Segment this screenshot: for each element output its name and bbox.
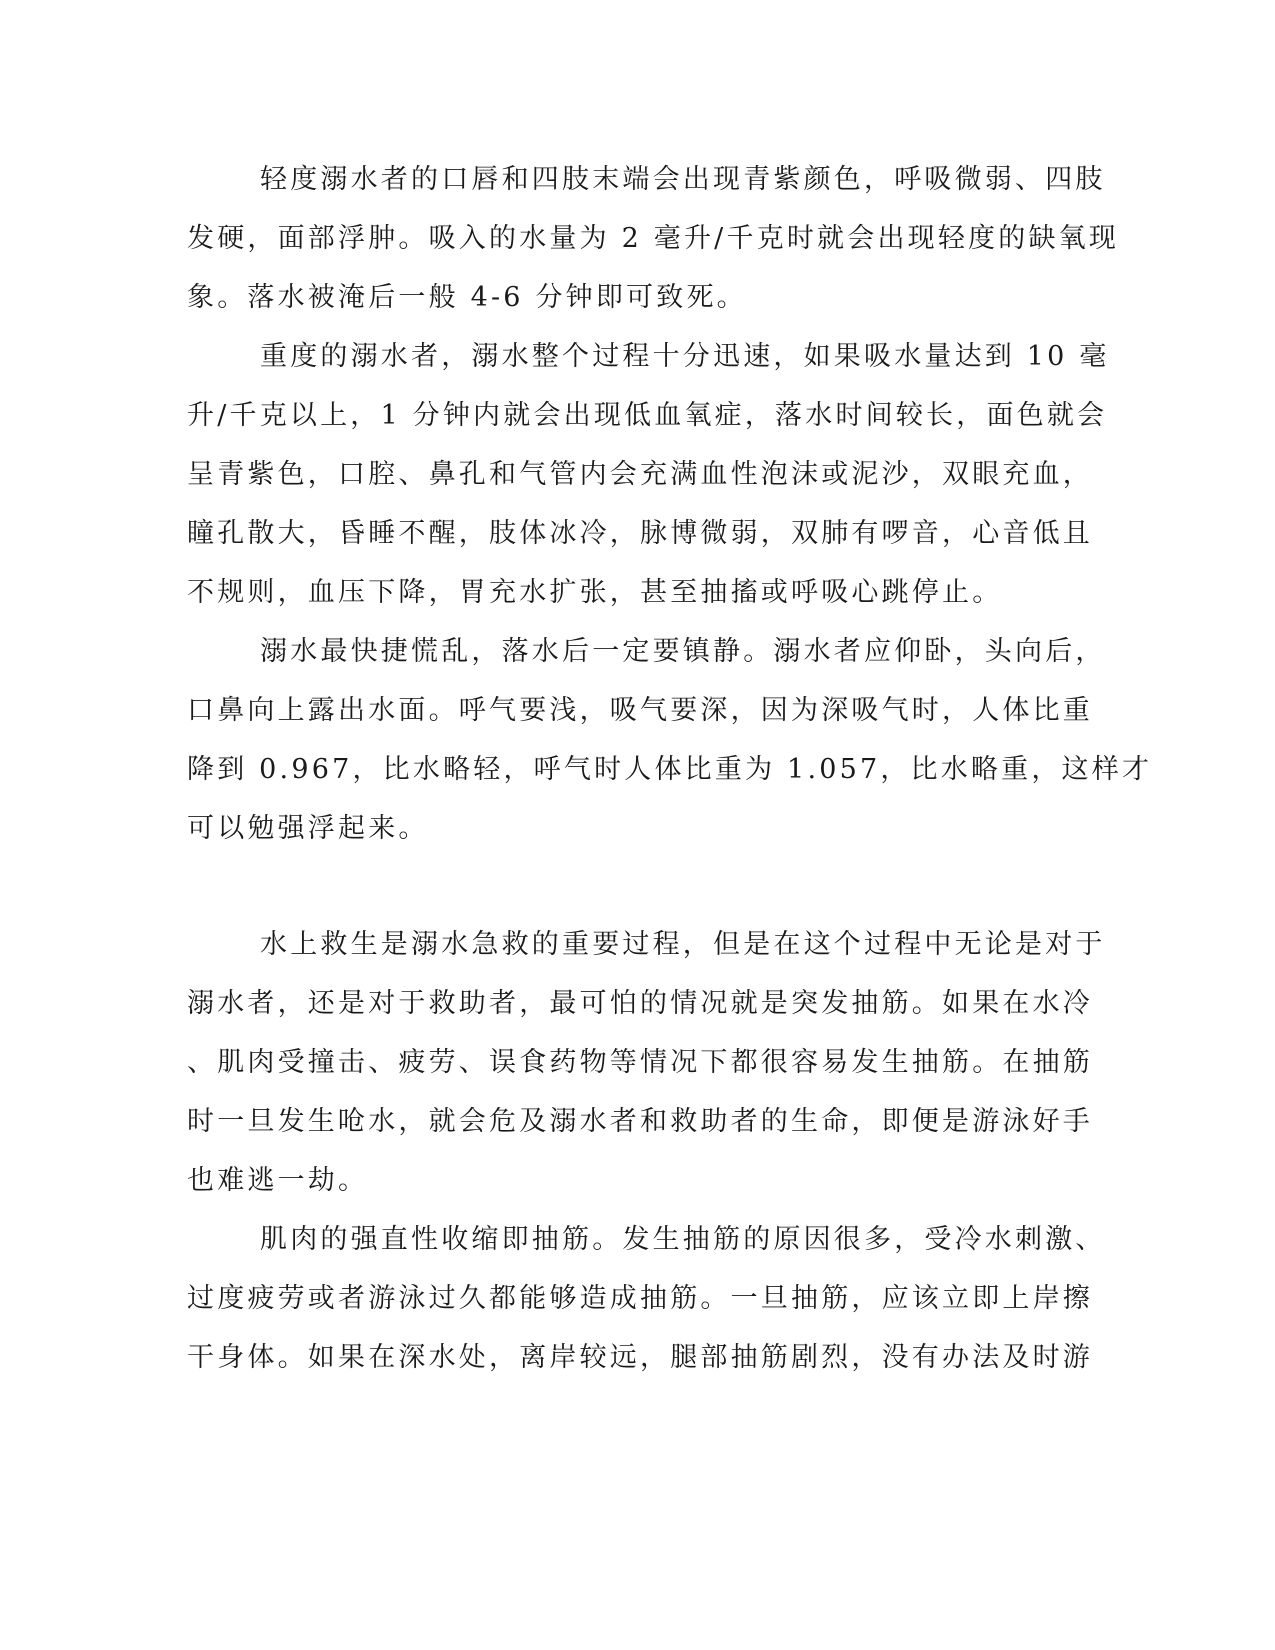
text-line: 溺水最快捷慌乱，落水后一定要镇静。溺水者应仰卧，头向后， [260, 636, 1106, 667]
text-line: 降到 0.967，比水略轻，呼气时人体比重为 1.057，比水略重，这样才 [187, 754, 1153, 785]
text-line: 、肌肉受撞击、疲劳、误食药物等情况下都很容易发生抽筋。在抽筋 [187, 1047, 1093, 1078]
text-line: 口鼻向上露出水面。呼气要浅，吸气要深，因为深吸气时，人体比重 [187, 695, 1093, 726]
text-line: 不规则，血压下降，胃充水扩张，甚至抽搐或呼吸心跳停止。 [187, 577, 1003, 608]
text-line: 象。落水被淹后一般 4-6 分钟即可致死。 [187, 282, 747, 313]
text-line: 瞳孔散大，昏睡不醒，肢体冰冷，脉博微弱，双肺有啰音，心音低且 [187, 518, 1093, 549]
text-line: 干身体。如果在深水处，离岸较远，腿部抽筋剧烈，没有办法及时游 [187, 1342, 1093, 1373]
text-line: 肌肉的强直性收缩即抽筋。发生抽筋的原因很多，受冷水刺激、 [260, 1224, 1106, 1255]
text-line: 轻度溺水者的口唇和四肢末端会出现青紫颜色，呼吸微弱、四肢 [260, 164, 1106, 195]
text-line: 过度疲劳或者游泳过久都能够造成抽筋。一旦抽筋，应该立即上岸擦 [187, 1283, 1093, 1314]
text-line: 重度的溺水者，溺水整个过程十分迅速，如果吸水量达到 10 毫 [260, 341, 1110, 372]
text-line: 升/千克以上，1 分钟内就会出现低血氧症，落水时间较长，面色就会 [187, 400, 1108, 431]
text-line: 也难逃一劫。 [187, 1165, 369, 1196]
text-line: 溺水者，还是对于救助者，最可怕的情况就是突发抽筋。如果在水冷 [187, 988, 1093, 1019]
text-line: 水上救生是溺水急救的重要过程，但是在这个过程中无论是对于 [260, 929, 1106, 960]
text-line: 可以勉强浮起来。 [187, 813, 429, 844]
text-line: 发硬，面部浮肿。吸入的水量为 2 毫升/千克时就会出现轻度的缺氧现 [187, 223, 1120, 254]
text-line: 时一旦发生呛水，就会危及溺水者和救助者的生命，即便是游泳好手 [187, 1106, 1093, 1137]
text-line: 呈青紫色，口腔、鼻孔和气管内会充满血性泡沫或泥沙，双眼充血， [187, 459, 1093, 490]
